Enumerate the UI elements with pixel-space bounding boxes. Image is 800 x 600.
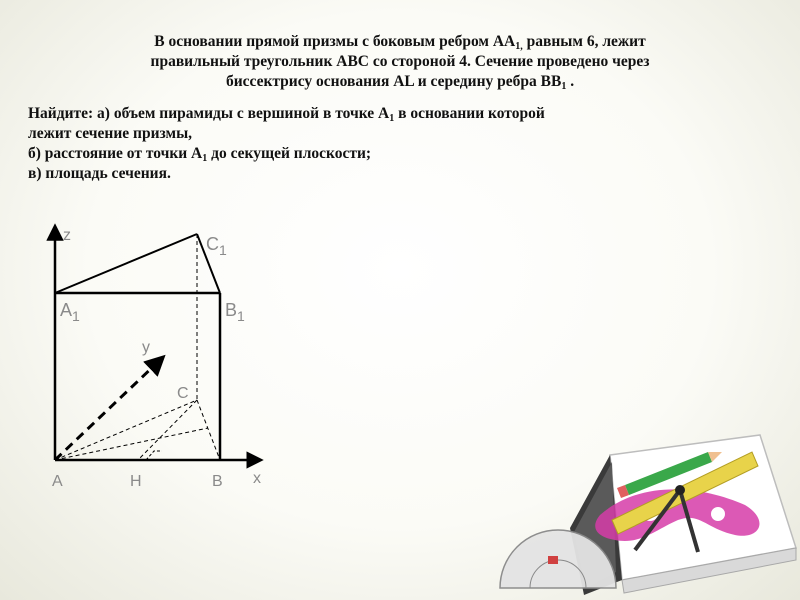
label-point-c1: C1 bbox=[206, 234, 227, 258]
question-c: в) площадь сечения. bbox=[28, 165, 171, 182]
statement-line-1: В основании прямой призмы с боковым ребром $АА_{1,}$ равным 6, лежит bbox=[154, 33, 646, 52]
label-point-c: C bbox=[177, 385, 189, 402]
label-point-a1: A1 bbox=[60, 300, 80, 324]
label-point-b: B bbox=[212, 473, 223, 490]
label-point-a: A bbox=[52, 473, 63, 490]
statement-line-3: биссектрису основания АL и середину ребра $ВВ_1$ . bbox=[225, 73, 575, 92]
question-a: Найдите: а) объем пирамиды с вершиной в точке $А_1$ в основании которой bbox=[28, 105, 545, 124]
question-b: б) расстояние от точки $А_1$ до секущей плоскости; bbox=[28, 145, 372, 164]
label-z-axis: z bbox=[63, 227, 71, 244]
statement-line-2: правильный треугольник АВС со стороной 4. Сечение проведено через bbox=[150, 53, 650, 70]
label-y-axis: y bbox=[142, 339, 150, 356]
label-point-b1: B1 bbox=[225, 300, 245, 324]
label-x-axis: x bbox=[253, 470, 261, 487]
label-point-h: H bbox=[130, 473, 142, 490]
question-a-continued: лежит сечение призмы, bbox=[28, 125, 193, 142]
